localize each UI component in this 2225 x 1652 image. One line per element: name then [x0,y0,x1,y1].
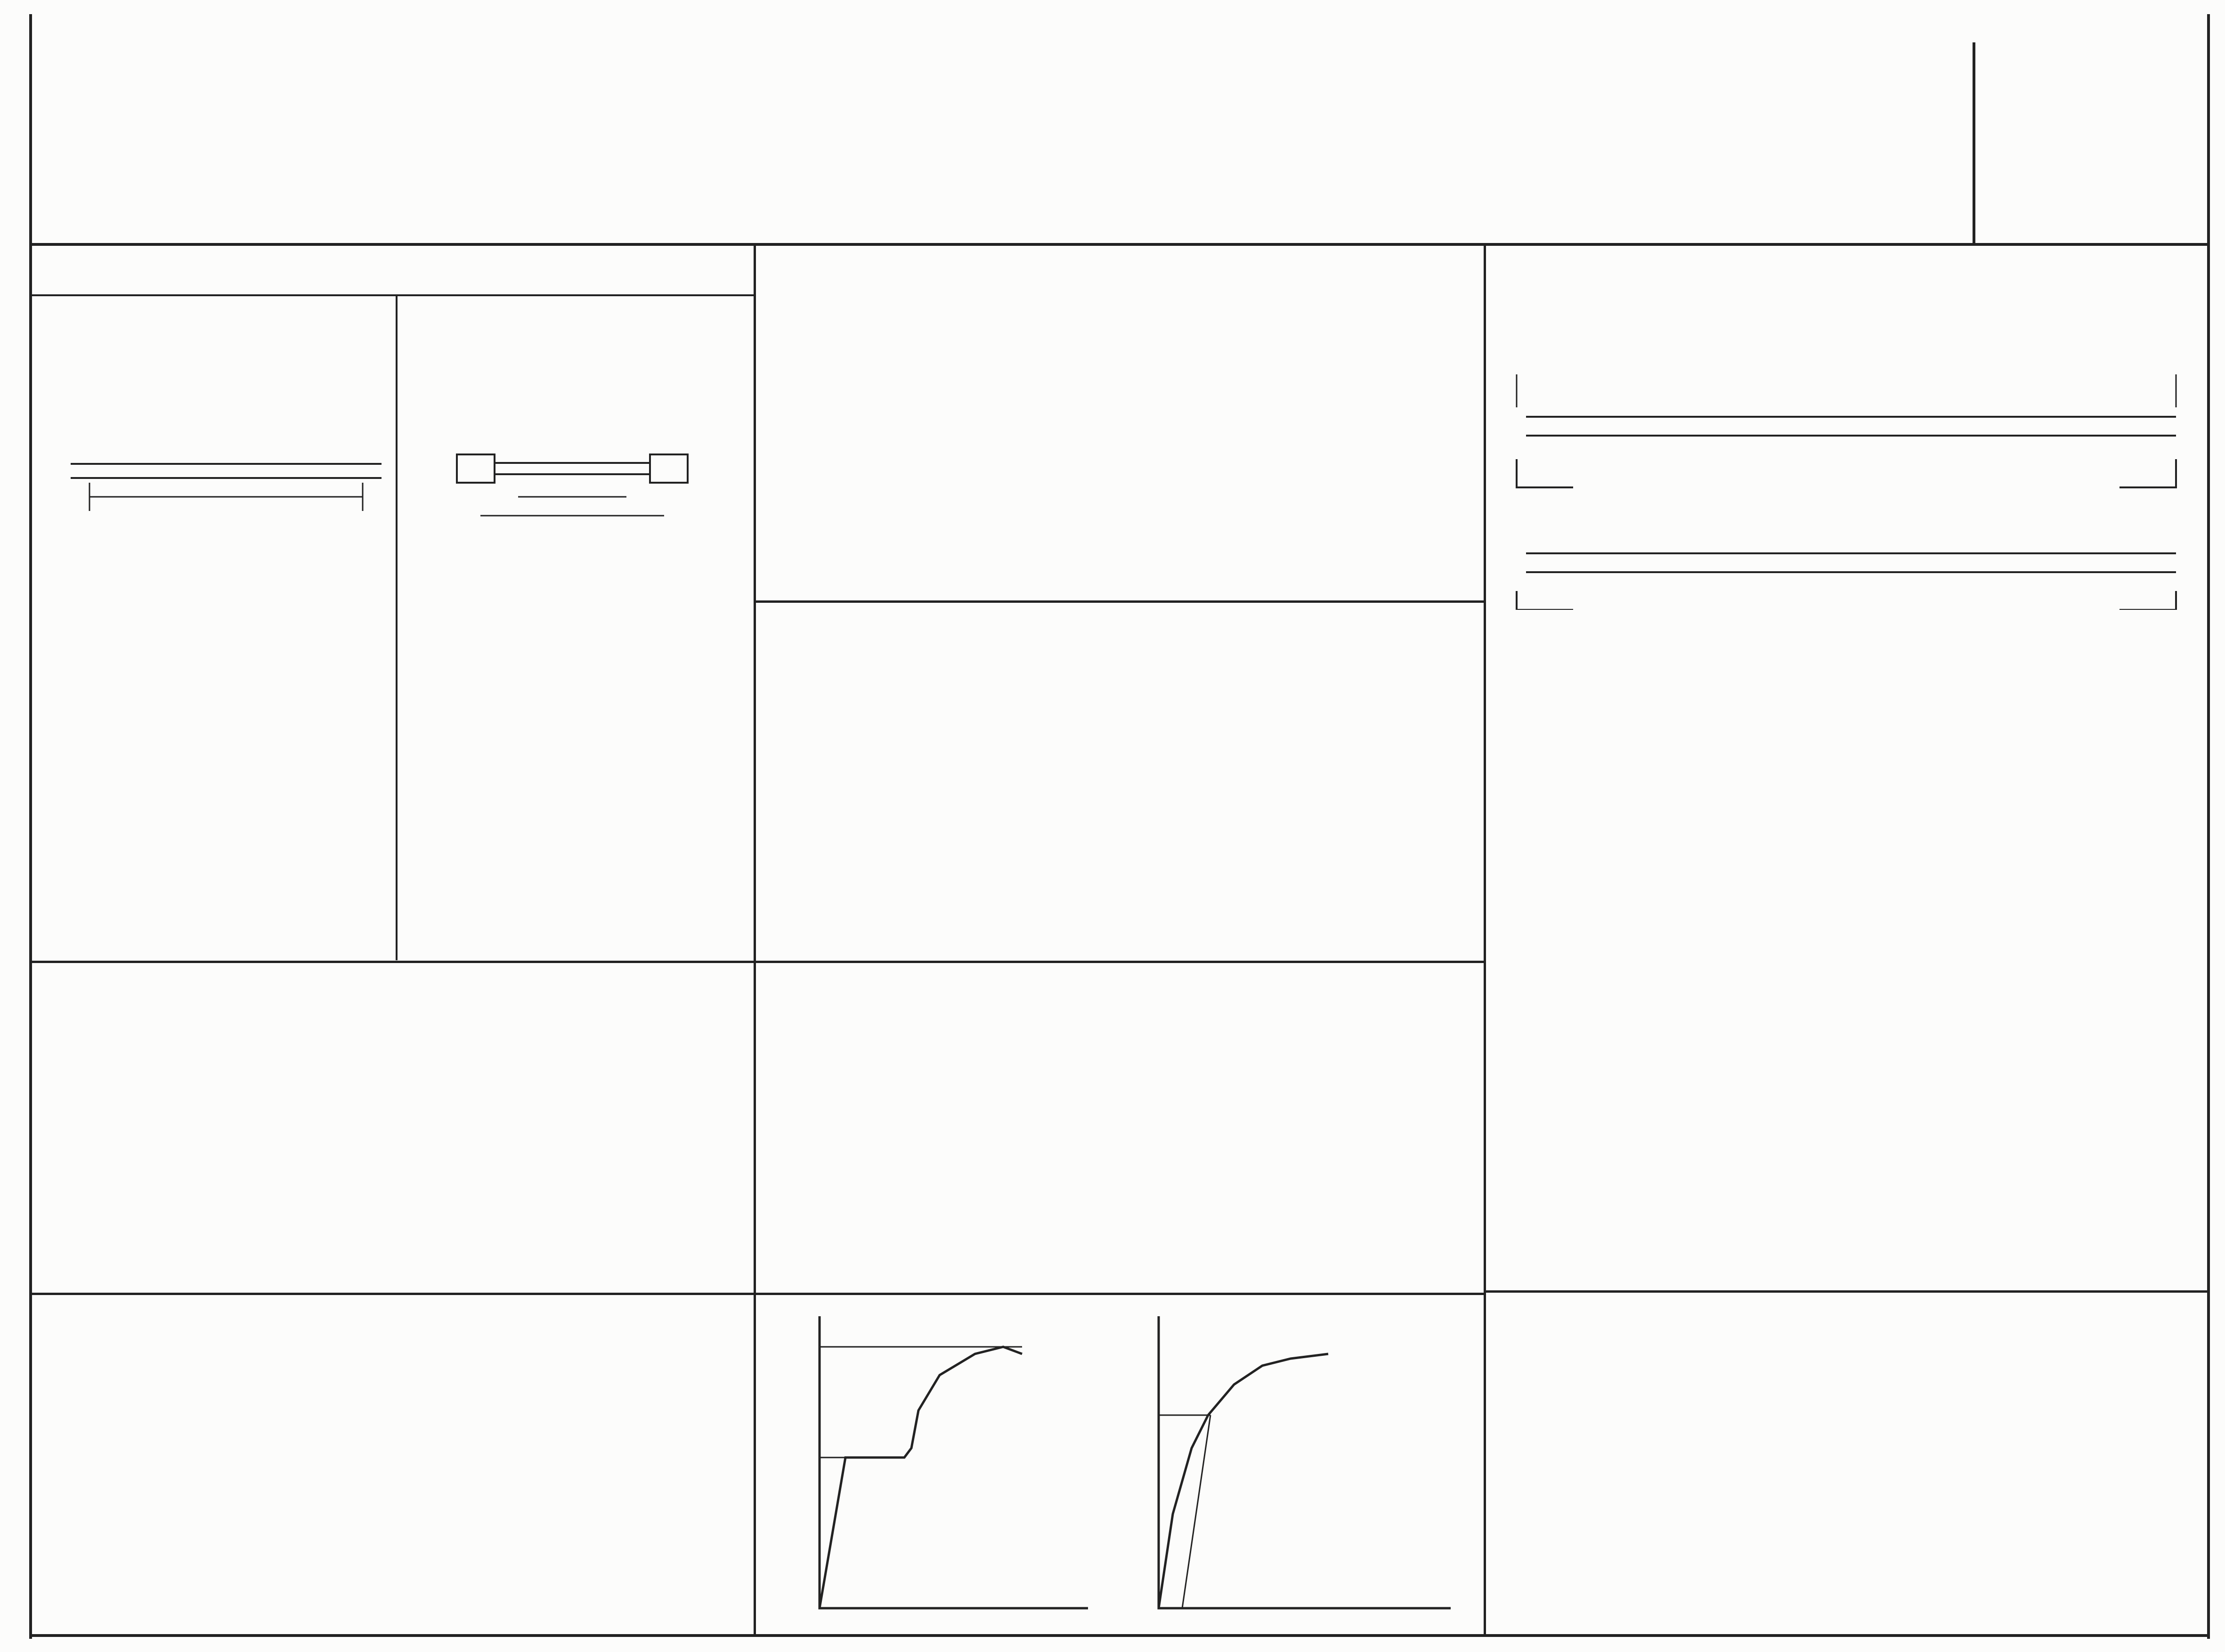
frame-bottom-border [29,1634,2210,1637]
sampling-treated-heading [405,308,735,412]
uniform-elongation-heading [1517,1304,2176,1375]
panel-elastic-modulus [758,605,1481,958]
modulus-body [810,699,1470,944]
document-title [141,33,1931,231]
grid-row-divider-middle-2 [754,961,1485,963]
frame-right-border [2207,14,2210,1639]
panel-equipment [758,247,1481,598]
title-block [28,14,1973,245]
equipment-heading [853,261,1418,294]
grid-row-divider-middle-3 [754,1293,1485,1295]
panel-uniform-elongation [1488,1295,2207,1632]
modulus-heading [815,619,1427,680]
panel-physical-yield [33,1297,751,1632]
elongation-body [1507,751,2195,1279]
conditional-yield-heading [787,975,1470,1041]
tensile-strength-heading [80,975,739,1008]
sampling-untreated-text [47,539,405,944]
sheet-number [2115,113,2190,151]
grid-row-divider-left-2 [29,1293,755,1295]
sheet-tag [1973,14,2209,245]
grid-row-divider-left-1 [29,961,755,963]
stress-strain-graph-conditional [1130,1307,1470,1627]
tensile-strength-body [80,1031,739,1276]
panel-relative-elongation [1488,247,2207,1288]
panel-tensile-strength [33,965,751,1290]
panel-stress-strain-graphs [758,1297,1481,1632]
frame-left-border [29,14,32,1639]
grid-row-divider-middle-1 [754,600,1485,603]
elongation-specimen-diagrams [1498,318,2195,610]
sampling-treated-text [410,539,739,944]
equipment-body [810,351,1460,577]
sampling-untreated-heading [47,308,391,379]
elongation-heading [1559,261,2148,327]
uniform-elongation-body [1517,1394,2195,1625]
stress-strain-graph-physical [777,1307,1107,1627]
sampling-heading [268,257,551,290]
grid-column-divider-2 [1484,245,1486,1634]
conditional-yield-body [787,1107,1470,1276]
panel-conditional-yield [758,965,1481,1290]
untreated-bar-specimen-drawing [61,421,391,516]
treated-bar-specimen-drawing [429,421,739,525]
physical-yield-body [80,1392,739,1618]
physical-yield-heading [80,1307,739,1373]
grid-row-divider-right [1484,1290,2209,1293]
panel-sampling [33,247,751,958]
grid-column-divider-1 [754,245,756,1634]
sheet-label [1992,113,2105,151]
